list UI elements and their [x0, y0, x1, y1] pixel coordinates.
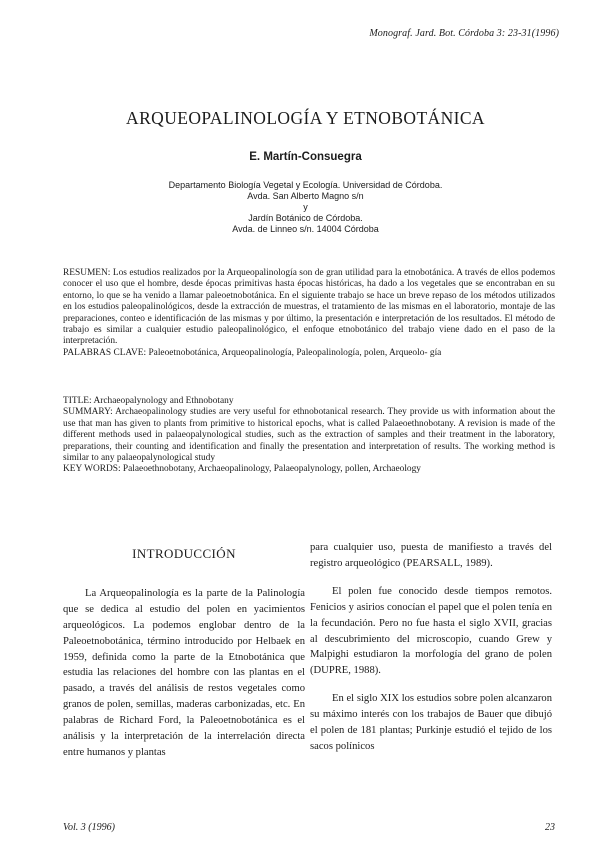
body-paragraph: para cualquier uso, puesta de manifiesto a través del registro arqueológico (PEARSALL, 1989).	[310, 542, 552, 569]
palabras-clave: PALABRAS CLAVE: Paleoetnobotánica, Arqueopalinología, Paleopalinología, polen, Arqueolo- gía	[63, 347, 442, 358]
english-title: TITLE: Archaeopalynology and Ethnobotany	[63, 396, 234, 406]
author-name: E. Martín-Consuegra	[249, 151, 362, 163]
affiliation-line: Avda. San Alberto Magno s/n	[247, 191, 364, 201]
resumen-block	[63, 268, 555, 359]
key-words: KEY WORDS: Palaeoethnobotany, Archaeopalinology, Palaeopalynology, pollen, Archaeology	[63, 464, 421, 475]
body-paragraph: El polen fue conocido desde tiempos remotos. Fenicios y asirios conocían el papel que el polen tenía en la fecundación. Pero no fue hasta el siglo XVII, gracias al descubrimiento del microscopio, cuando Grew y Malpighi estudiaron la morfología del grano de polen (DUPRE, 1988).	[310, 585, 552, 677]
body-column-right	[310, 540, 552, 755]
affiliation-line: y	[303, 202, 308, 212]
body-paragraph: La Arqueopalinología es la parte de la Palinología que se dedica al estudio del polen en yacimientos arqueológicos. La podemos englobar dentro de la Paleoetnobotánica, término introducido por Helbaek en 1959, definida como la parte de la Etnobotánica que estudia las relaciones del hombre con las plantas en el pasado, a través del análisis de restos vegetales como granos de polen, semillas, maderas carbonizadas, etc. En palabras de Richard Ford, la Paleoetnobotánica es el análisis y la interpretación de la interrelación directa entre humanos y plantas	[63, 587, 305, 758]
section-heading: INTRODUCCIÓN	[132, 546, 236, 561]
resumen-text: RESUMEN: Los estudios realizados por la Arqueopalinología son de gran utilidad para la etnobotánica. A través de ellos podemos conocer el uso que el hombre, desde épocas primitivas hasta épocas históricas, ha dado a los vegetales que se encontraban en su entorno, lo que se ha venido a llamar paleoetnobotánica. En el siguiente trabajo se hace un breve repaso de los métodos utilizados en los estudios paleopalinológicos, desde la extracción de muestras, el tratamiento de las mismas en el laboratorio, montaje de las preparaciones, conteo e identificación de las mismas y por último, la presentación e interpretación de los resultados. El método de trabajo es similar a cualquier estudio paleopalinológico, el enfoque etnobotánico del trabajo viene dado en el paso de la interpretación.	[63, 268, 555, 347]
author-affiliation	[80, 180, 531, 235]
affiliation-line: Departamento Biología Vegetal y Ecología. Universidad de Córdoba.	[168, 180, 443, 190]
footer-volume: Vol. 3 (1996)	[63, 822, 115, 833]
summary-text: SUMMARY: Archaeopalinology studies are very useful for ethnobotanical research. They provide us with information about the use that man has given to plants from primitive to historical epochs, what is called Palaeoethnobotany. A revision is made of the different methods used in palaeopalynological studies, such as the extraction of samples and their treatment in the laboratory, preparations, their counting and identification and finally the presentation and interpretation of results. The working method is similar to any palaeopalynological study	[63, 407, 555, 464]
body-paragraph: En el siglo XIX los estudios sobre polen alcanzaron su máximo interés con los trabajos de Bauer que dibujó el polen de 181 plantas; Purkinje estudió el tejido de los sacos polínicos	[310, 693, 552, 752]
page-number: 23	[545, 822, 555, 833]
article-title: ARQUEOPALINOLOGÍA Y ETNOBOTÁNICA	[126, 108, 485, 128]
body-column-left	[63, 540, 305, 761]
affiliation-line: Jardín Botánico de Córdoba.	[248, 213, 363, 223]
summary-block	[63, 396, 555, 476]
affiliation-line: Avda. de Linneo s/n. 14004 Córdoba	[232, 224, 379, 234]
running-head: Monograf. Jard. Bot. Córdoba 3: 23-31(1996)	[369, 28, 559, 39]
